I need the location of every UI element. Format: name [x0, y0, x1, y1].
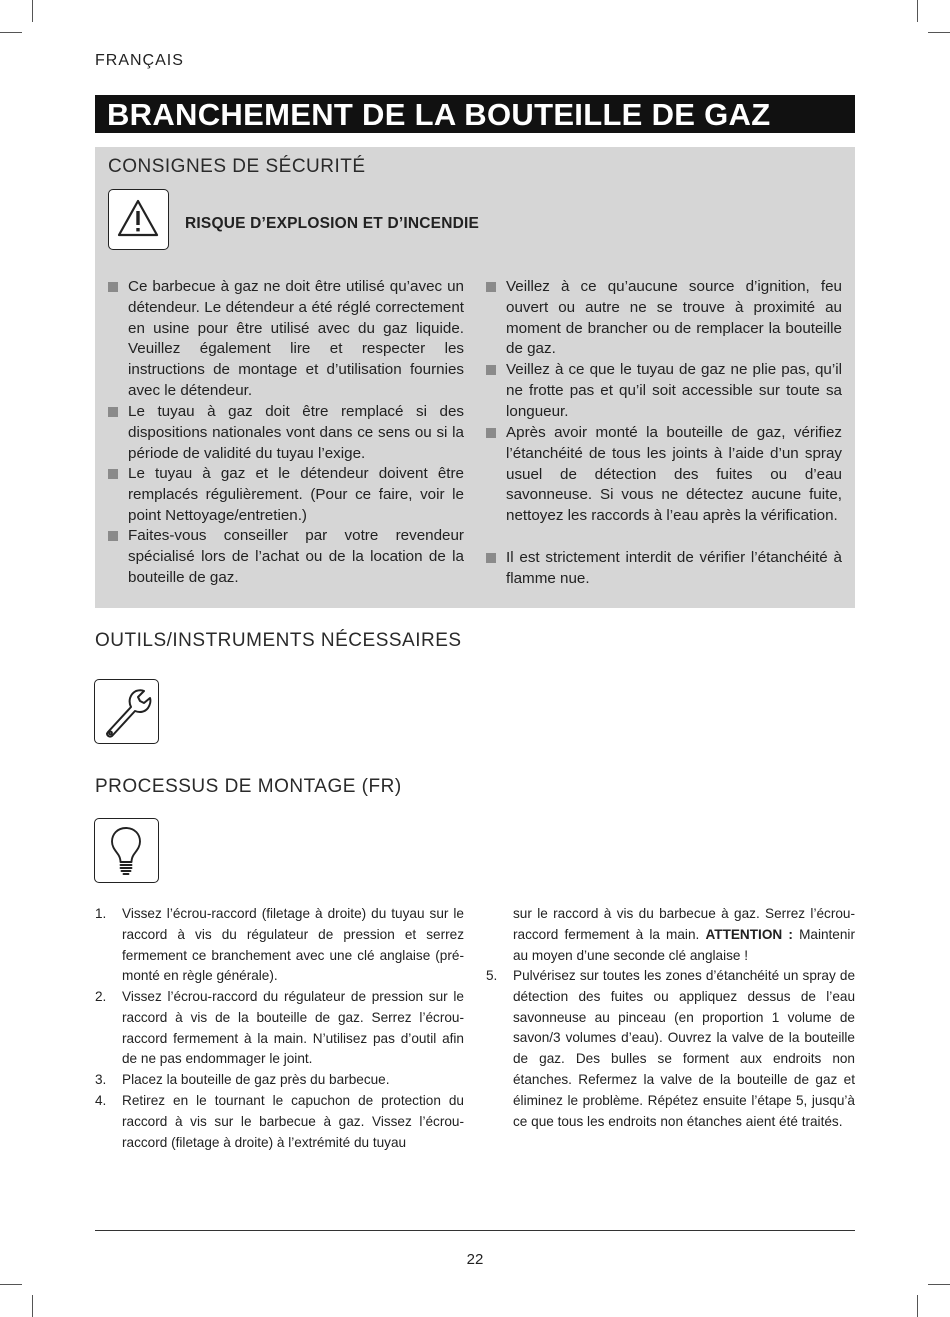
bullet-square-icon — [108, 407, 118, 417]
crop-mark — [0, 32, 22, 33]
bullet-square-icon — [486, 282, 496, 292]
footer-divider — [95, 1230, 855, 1231]
warning-triangle-icon — [108, 189, 169, 250]
list-item: Veillez à ce que le tuyau de gaz ne plie pas, qu’il ne frotte pas et qu’il soit accessible sur toute sa longueur. — [506, 360, 842, 422]
crop-mark — [917, 0, 918, 22]
crop-mark — [917, 1295, 918, 1317]
page-title: BRANCHEMENT DE LA BOUTEILLE DE GAZ — [95, 95, 855, 133]
list-item: sur le raccord à vis du barbecue à gaz. Serrez l’écrou-raccord fermement à la main. ATTENTION : Maintenir au moyen d’une seconde clé anglaise ! — [513, 906, 855, 963]
list-item: Il est strictement interdit de vérifier l’étanchéité à flamme nue. — [506, 548, 842, 590]
safety-panel — [95, 147, 855, 608]
bullet-square-icon — [108, 282, 118, 292]
bullet-square-icon — [486, 428, 496, 438]
bullet-square-icon — [486, 365, 496, 375]
crop-mark — [32, 1295, 33, 1317]
warning-text: RISQUE D’EXPLOSION ET D’INCENDIE — [185, 215, 480, 232]
bullet-square-icon — [486, 553, 496, 563]
tools-heading: OUTILS/INSTRUMENTS NÉCESSAIRES — [95, 630, 462, 651]
list-item: Faites-vous conseiller par votre revendeur spécialisé lors de l’achat ou de la location de la bouteille de gaz. — [128, 526, 464, 588]
list-item: 5. Pulvérisez sur toutes les zones d’étanchéité un spray de détection des fuites ou appliquez dessus de l’eau savonneuse au pinceau (en proportion 1 volume de savon/3 volumes d’eau). Ouvrez la valve de la bouteille de gaz. Des bulles se forment aux endroits non étanches. Refermez la valve de la bouteille de gaz et éliminez le problème. Répétez ensuite l’étape 5, jusqu’à ce que tous les endroits non étanches aient été traités. — [486, 968, 855, 1129]
list-item: 4. Retirez en le tournant le capuchon de protection du raccord à vis sur le barbecue à gaz. Vissez l’écrou-raccord (filetage à droite) à l’extrémité du tuyau — [95, 1093, 464, 1150]
list-item: Après avoir monté la bouteille de gaz, vérifiez l’étanchéité de tous les joints à l’aide d’un spray usuel de détection des fuites ou d’eau savonneuse. Si vous ne détectez aucune fuite, nettoyez les raccords à l’eau après la vérification. — [506, 423, 842, 527]
list-item: Veillez à ce qu’aucune source d’ignition, feu ouvert ou autre ne se trouve à proximité au moment de brancher ou de remplacer la bouteille de gaz. — [506, 277, 842, 360]
page-number: 22 — [466, 1251, 484, 1268]
list-item: Le tuyau à gaz et le détendeur doivent être remplacés régulièrement. (Pour ce faire, voir le point Nettoyage/entretien.) — [128, 464, 464, 526]
attention-label: ATTENTION : — [705, 926, 793, 942]
assembly-heading: PROCESSUS DE MONTAGE (FR) — [95, 776, 402, 797]
crop-mark — [928, 32, 950, 33]
safety-heading: CONSIGNES DE SÉCURITÉ — [108, 156, 366, 177]
language-label: FRANÇAIS — [95, 52, 184, 69]
wrench-icon — [94, 679, 159, 744]
lightbulb-icon — [94, 818, 159, 883]
list-item: Ce barbecue à gaz ne doit être utilisé qu’avec un détendeur. Le détendeur a été réglé correctement en usine pour être utilisé avec du gaz liquide. Veuillez également lire et respecter les instructions de montage et d’utilisation fournies avec le détendeur. — [128, 277, 464, 402]
list-item: Le tuyau à gaz doit être remplacé si des dispositions nationales vont dans ce sens ou si la période de validité du tuyau l’exige. — [128, 402, 464, 464]
list-item: 2. Vissez l’écrou-raccord du régulateur de pression sur le raccord à vis de la bouteille de gaz. Serrez l’écrou-raccord fermement à la main. N’utilisez pas d’outil afin de ne pas endommager le joint. — [95, 989, 464, 1067]
crop-mark — [32, 0, 33, 22]
bullet-square-icon — [108, 469, 118, 479]
bullet-square-icon — [108, 531, 118, 541]
list-item: 1. Vissez l’écrou-raccord (filetage à droite) du tuyau sur le raccord à vis du régulateur de pression et serrez fermement ce branchement avec une clé anglaise (pré-monté en règle générale). — [95, 906, 464, 984]
crop-mark — [0, 1284, 22, 1285]
list-item: 3. Placez la bouteille de gaz près du barbecue. — [95, 1072, 390, 1087]
crop-mark — [928, 1284, 950, 1285]
